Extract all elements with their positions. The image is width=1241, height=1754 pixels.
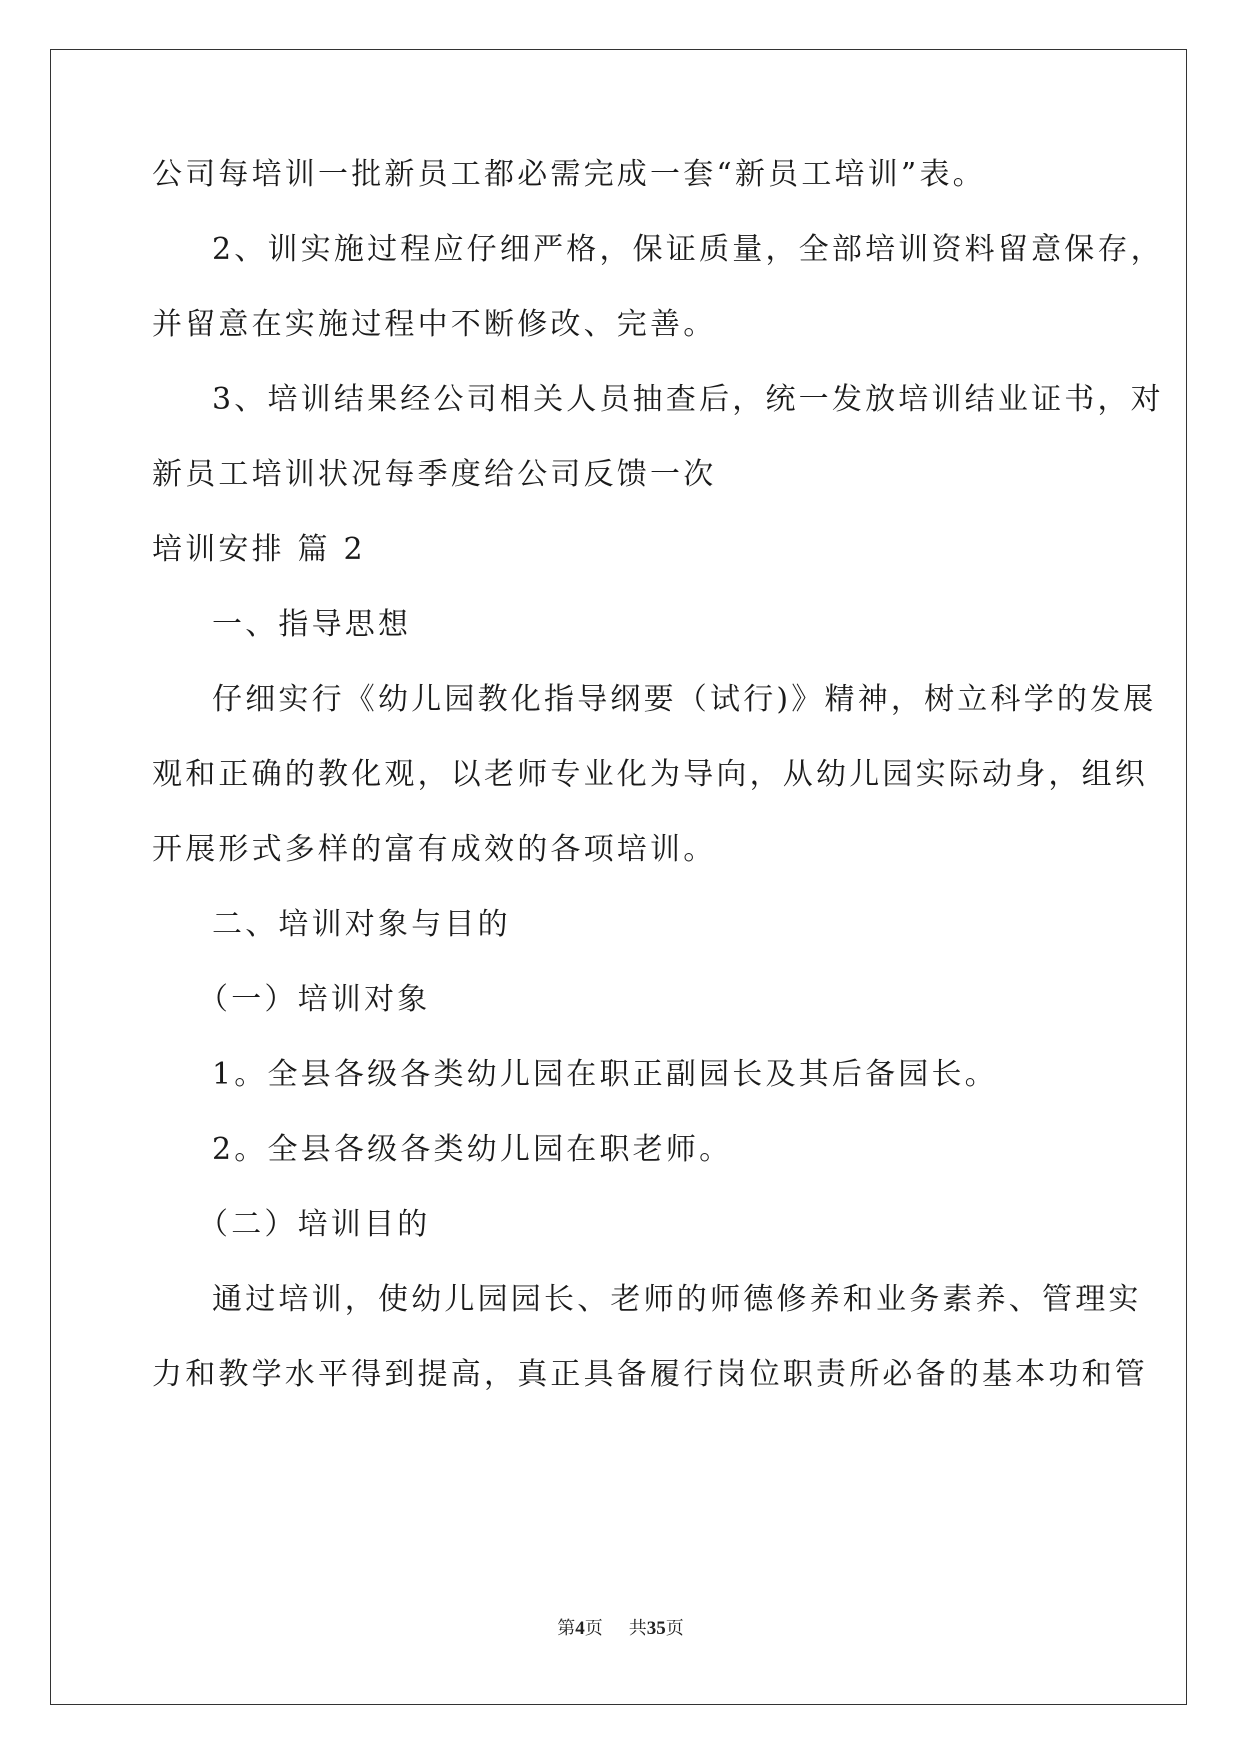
subsection-heading: 一、指导思想	[212, 607, 412, 642]
subsection-heading: （一）培训对象	[198, 982, 431, 1017]
paragraph-line: 观和正确的教化观，以老师专业化为导向，从幼儿园实际动身，组织	[152, 757, 1148, 792]
paragraph-line: 力和教学水平得到提高，真正具备履行岗位职责所必备的基本功和管	[152, 1357, 1148, 1392]
page-footer	[0, 1617, 1241, 1641]
list-item: 2。全县各级各类幼儿园在职老师。	[212, 1132, 733, 1167]
list-item: 1。全县各级各类幼儿园在职正副园长及其后备园长。	[212, 1057, 998, 1092]
total-prefix: 共	[628, 1618, 647, 1639]
paragraph-line: 通过培训，使幼儿园园长、老师的师德修养和业务素养、管理实	[212, 1282, 1142, 1317]
total-pages: 35	[646, 1618, 666, 1639]
paragraph-line: 并留意在实施过程中不断修改、完善。	[152, 307, 717, 342]
total-suffix: 页	[665, 1618, 684, 1639]
section-heading: 培训安排 篇 2	[152, 532, 366, 567]
paragraph-line: 仔细实行《幼儿园教化指导纲要（试行)》精神，树立科学的发展	[212, 682, 1157, 717]
subsection-heading: （二）培训目的	[198, 1207, 431, 1242]
subsection-heading: 二、培训对象与目的	[212, 907, 511, 942]
paragraph-line: 开展形式多样的富有成效的各项培训。	[152, 832, 717, 867]
page-suffix: 页	[584, 1618, 603, 1639]
paragraph-line: 公司每培训一批新员工都必需完成一套“新员工培训”表。	[152, 157, 986, 192]
page-border	[50, 49, 1187, 1705]
paragraph-line: 2、训实施过程应仔细严格，保证质量，全部培训资料留意保存，	[212, 232, 1164, 267]
paragraph-line: 新员工培训状况每季度给公司反馈一次	[152, 457, 717, 492]
page-number: 4	[575, 1618, 585, 1639]
paragraph-line: 3、培训结果经公司相关人员抽查后，统一发放培训结业证书，对	[212, 382, 1164, 417]
page-prefix: 第	[557, 1618, 576, 1639]
